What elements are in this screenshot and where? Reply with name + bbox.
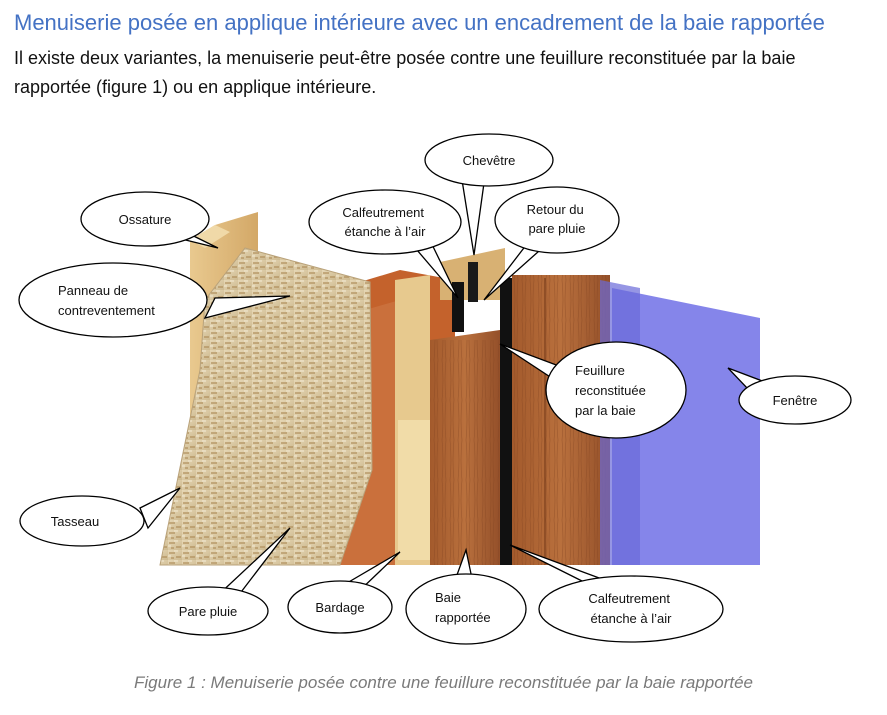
baie-rapportee xyxy=(430,330,500,565)
label-ossature: Ossature xyxy=(118,212,172,227)
bubble-calfeutrement-bottom xyxy=(539,576,723,642)
label-fenetre: Fenêtre xyxy=(772,393,818,408)
label-pare-pluie: Pare pluie xyxy=(178,604,238,619)
label-chevetre: Chevêtre xyxy=(462,153,516,168)
label-calfeutrement-top: Calfeutrement étanche à l’air xyxy=(342,205,426,239)
retour-pare-pluie xyxy=(468,262,478,302)
label-panneau: Panneau de contreventement xyxy=(58,283,155,318)
label-retour: Retour du pare pluie xyxy=(526,202,586,236)
bardage xyxy=(395,275,430,565)
page-title: Menuiserie posée en applique intérieure avec un encadrement de la baie rapportée xyxy=(14,10,825,35)
bubble-calfeutrement-top xyxy=(309,190,461,254)
label-bardage: Bardage xyxy=(315,600,365,615)
bubble-panneau xyxy=(19,263,207,337)
label-tasseau: Tasseau xyxy=(50,514,100,529)
figure-caption: Figure 1 : Menuiserie posée contre une feuillure reconstituée par la baie rapportée xyxy=(134,673,753,692)
label-baie: Baie rapportée xyxy=(435,590,491,625)
calfeutrement-bottom xyxy=(500,278,512,565)
intro-paragraph: Il existe deux variantes, la menuiserie peut-être posée contre une feuillure reconstituée par la baie rapportée (figure 1) ou en applique intérieure. xyxy=(14,48,796,97)
bubble-baie xyxy=(406,574,526,644)
bubble-retour xyxy=(495,187,619,253)
label-feuillure: Feuillure reconstituée par la baie xyxy=(575,363,646,418)
label-calfeutrement-bottom: Calfeutrement étanche à l’air xyxy=(588,591,672,626)
